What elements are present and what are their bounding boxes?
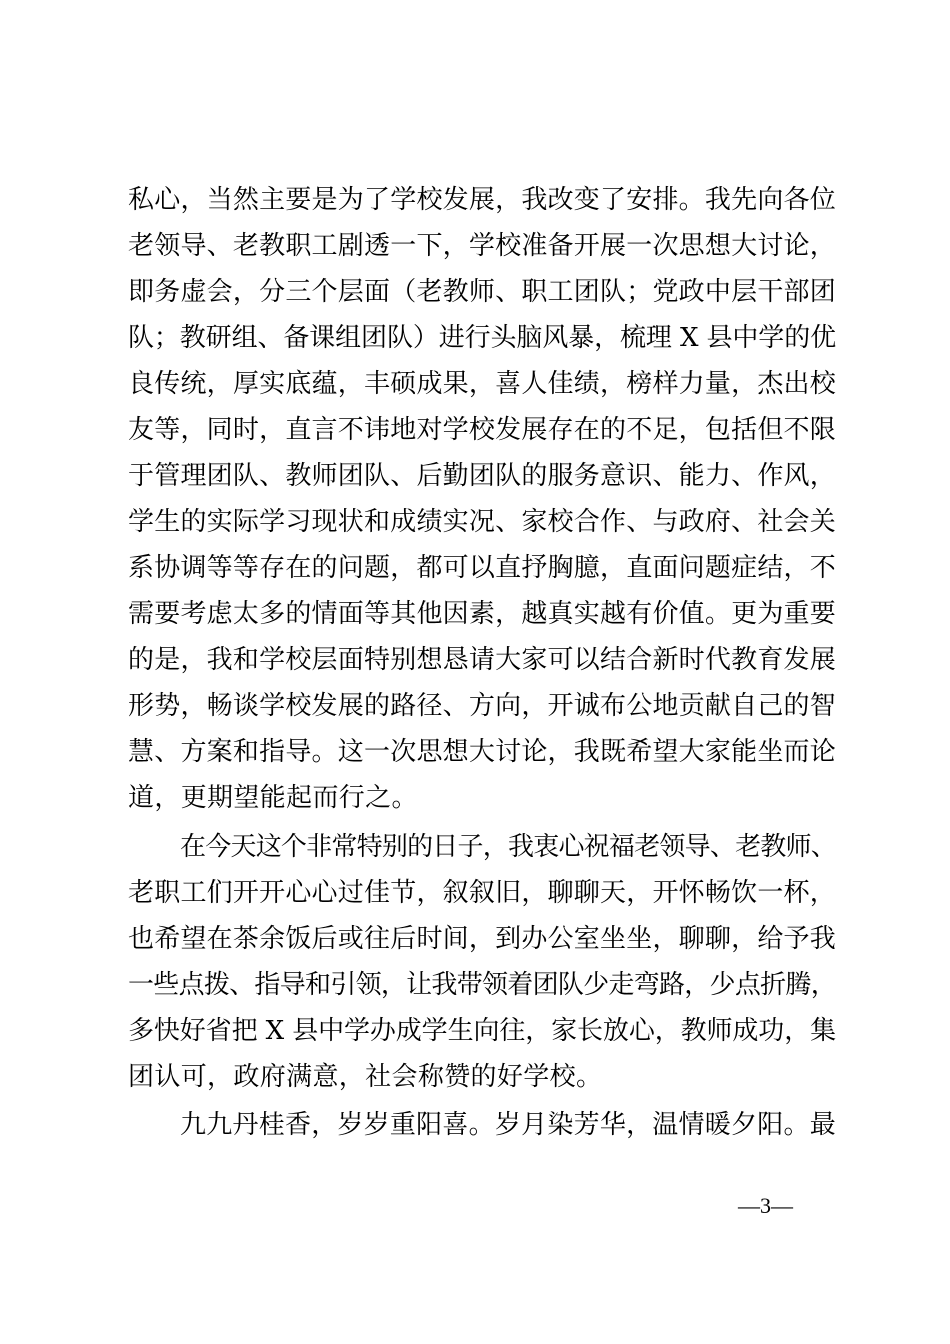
text-line: 系协调等等存在的问题，都可以直抒胸臆，直面问题症结，不 (128, 553, 836, 583)
text-line: 也希望在茶余饭后或往后时间，到办公室坐坐，聊聊，给予我 (128, 924, 836, 954)
text-line: 良传统，厚实底蕴，丰硕成果，喜人佳绩，榜样力量，杰出校 (128, 369, 836, 399)
text-line: 于管理团队、教师团队、后勤团队的服务意识、能力、作风， (128, 461, 836, 491)
text-line: 需要考虑太多的情面等其他因素，越真实越有价值。更为重要 (128, 599, 836, 629)
text-line: 队；教研组、备课组团队）进行头脑风暴，梳理 X 县中学的优 (128, 323, 836, 353)
text-line: 形势，畅谈学校发展的路径、方向，开诚布公地贡献自己的智 (128, 691, 836, 721)
text-line: 慧、方案和指导。这一次思想大讨论，我既希望大家能坐而论 (128, 737, 836, 767)
text-line: 学生的实际学习现状和成绩实况、家校合作、与政府、社会关 (128, 507, 836, 537)
text-line: 的是，我和学校层面特别想恳请大家可以结合新时代教育发展 (128, 645, 836, 675)
text-line: 老职工们开开心心过佳节，叙叙旧，聊聊天，开怀畅饮一杯， (128, 878, 836, 908)
text-line: 即务虚会，分三个层面（老教师、职工团队；党政中层干部团 (128, 277, 836, 307)
text-line: 道，更期望能起而行之。 (128, 783, 418, 813)
text-line: 在今天这个非常特别的日子，我衷心祝福老领导、老教师、 (180, 832, 836, 862)
text-line: 私心，当然主要是为了学校发展，我改变了安排。我先向各位 (128, 185, 836, 215)
text-line: 老领导、老教职工剧透一下，学校准备开展一次思想大讨论， (128, 231, 836, 261)
text-line: 多快好省把 X 县中学办成学生向往，家长放心，教师成功，集 (128, 1016, 836, 1046)
text-line: 友等，同时，直言不讳地对学校发展存在的不足，包括但不限 (128, 415, 836, 445)
text-line: 九九丹桂香，岁岁重阳喜。岁月染芳华，温情暖夕阳。最 (180, 1110, 836, 1140)
text-line: 一些点拨、指导和引领，让我带领着团队少走弯路，少点折腾， (128, 970, 836, 1000)
page-number: —3— (738, 1193, 793, 1218)
text-line: 团认可，政府满意，社会称赞的好学校。 (128, 1062, 603, 1092)
